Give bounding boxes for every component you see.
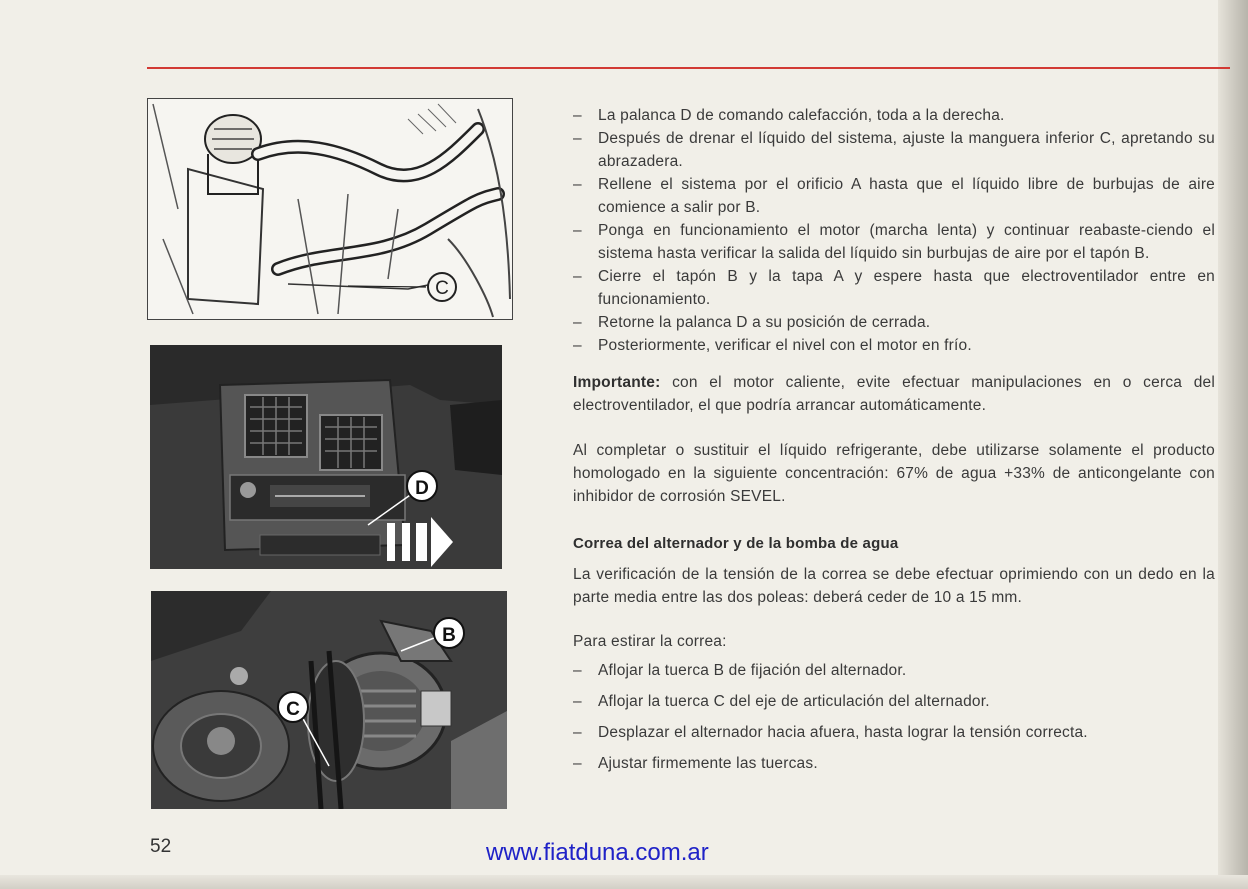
important-note <box>573 371 1215 417</box>
fig2-callout-d: D <box>415 478 429 499</box>
list-item: – Ajustar firmemente las tuercas. <box>573 752 1215 775</box>
fig3-callout-b: B <box>442 625 456 646</box>
list-item: – Después de drenar el líquido del sistema, ajuste la manguera inferior C, apretando su abrazadera. <box>573 127 1215 173</box>
important-text: con el motor caliente, evite efectuar manipulaciones en o cerca del electroventilador, el que podría arrancar automáticamente. <box>573 374 1215 414</box>
header-rule <box>147 67 1230 69</box>
page-gutter-shadow <box>1218 0 1248 889</box>
important-label: Importante: <box>573 374 661 391</box>
figure-alternator <box>151 591 507 809</box>
figure-radiator-hose <box>147 98 513 320</box>
list-item: – Posteriormente, verificar el nivel con el motor en frío. <box>573 334 1215 357</box>
belt-paragraph: La verificación de la tensión de la correa se debe efectuar oprimiendo con un dedo en la parte media entre las dos poleas: deberá ceder de 10 a 15 mm. <box>573 566 1215 606</box>
list-item: – Aflojar la tuerca B de fijación del alternador. <box>573 659 1215 682</box>
list-item: – Retorne la palanca D a su posición de cerrada. <box>573 311 1215 334</box>
list-item: – Cierre el tapón B y la tapa A y espere hasta que electroventilador entre en funcionamiento. <box>573 265 1215 311</box>
fig3-callout-c: C <box>286 699 300 720</box>
list-item: – Rellene el sistema por el orificio A hasta que el líquido libre de burbujas de aire comience a salir por B. <box>573 173 1215 219</box>
refill-steps-list <box>573 104 1215 357</box>
tension-lead: Para estirar la correa: <box>573 633 727 650</box>
tension-steps-list <box>573 659 1215 775</box>
instructions-column <box>573 104 1215 783</box>
list-item: – Ponga en funcionamiento el motor (marcha lenta) y continuar reabaste-ciendo el sistema hasta verificar la salida del líquido sin burbujas de aire por el tapón B. <box>573 219 1215 265</box>
belt-section-heading: Correa del alternador y de la bomba de agua <box>573 535 899 552</box>
list-item: – Desplazar el alternador hacia afuera, hasta lograr la tensión correcta. <box>573 721 1215 744</box>
website-link[interactable]: www.fiatduna.com.ar <box>486 839 709 866</box>
fig1-callout-c: C <box>435 278 449 299</box>
coolant-paragraph: Al completar o sustituir el líquido refrigerante, debe utilizarse solamente el producto homologado en la siguiente concentración: 67% de agua +33% de anticongelante con inhibidor de corrosión SEVEL. <box>573 442 1215 505</box>
list-item: – Aflojar la tuerca C del eje de articulación del alternador. <box>573 690 1215 713</box>
page-number: 52 <box>150 836 172 857</box>
list-item: – La palanca D de comando calefacción, toda a la derecha. <box>573 104 1215 127</box>
page-bottom-edge <box>0 875 1248 889</box>
figure-dashboard-heater <box>150 345 502 569</box>
